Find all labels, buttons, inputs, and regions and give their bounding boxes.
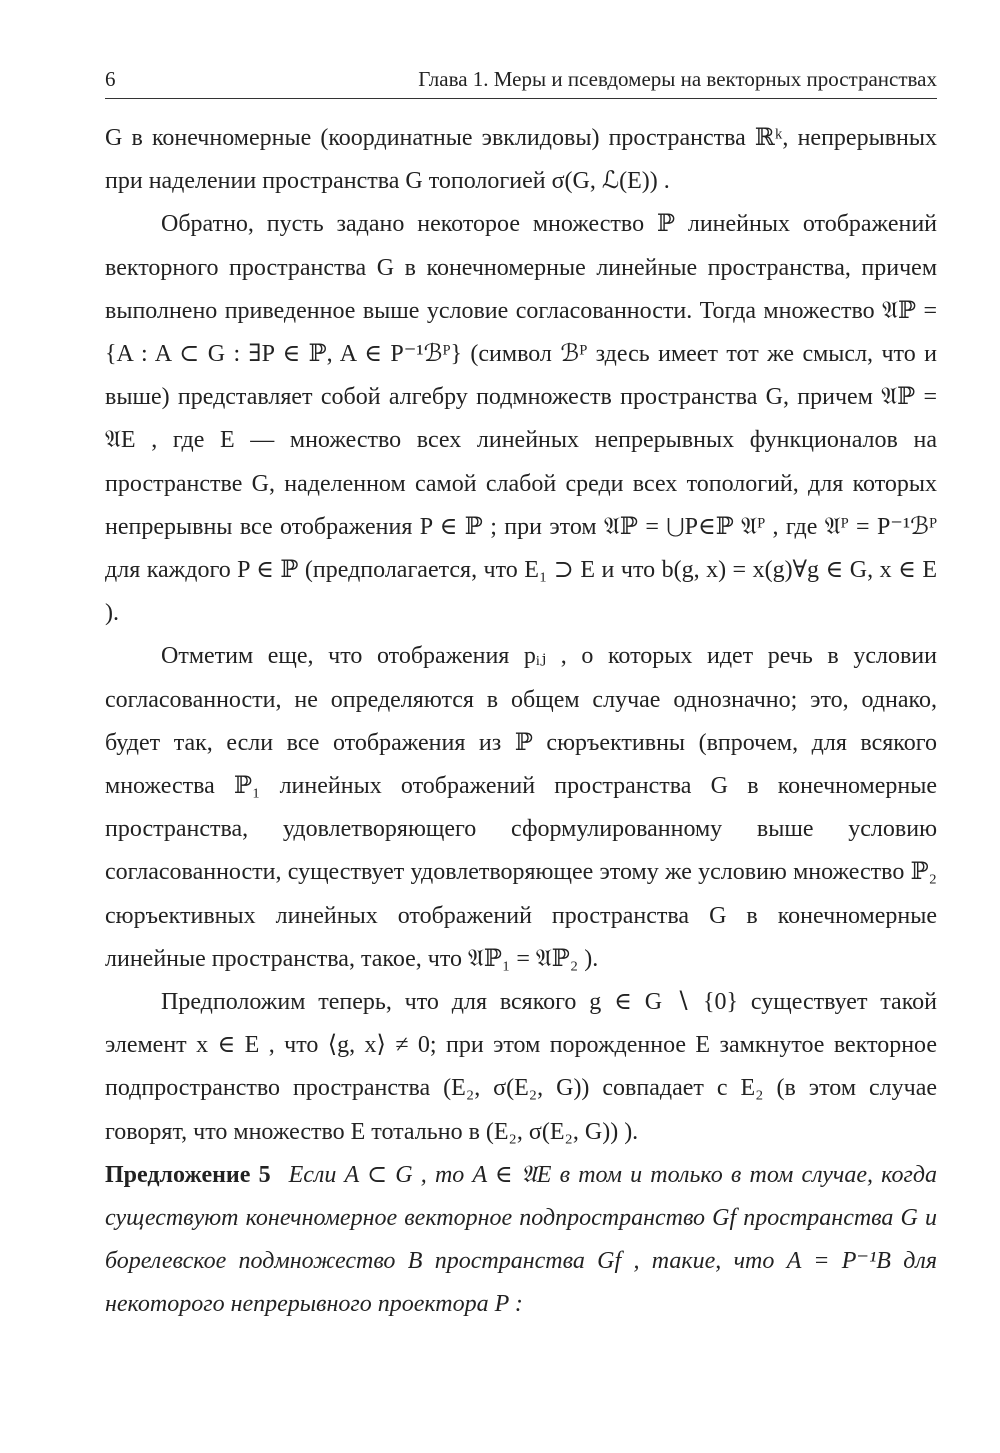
chapter-title: Глава 1. Меры и псевдомеры на векторных пространствах <box>418 67 937 91</box>
page-number: 6 <box>105 67 116 91</box>
page <box>105 62 937 1327</box>
proposition-text: Если A ⊂ G , то A ∈ 𝔄E в том и только в том случае, когда существуют конечномерное векторное подпространство Gf пространства G и борелевское подмножество B пространства Gf , такие, что A = P⁻¹B для некоторого непрерывного проектора P : <box>105 1161 938 1318</box>
paragraph-continuation: G в конечномерные (координатные эвклидовы) пространства ℝᵏ, непрерывных при наделении пространства G топологией σ(G, ℒ(E)) . <box>105 125 937 195</box>
paragraph: Обратно, пусть задано некоторое множество ℙ линейных отображений векторного пространства G в конечномерные линейные пространства, причем выполнено приведенное выше условие согласованности. Тогда множество 𝔄ℙ = {A : A ⊂ G : ∃P ∈ ℙ, A ∈ P⁻¹ℬᴾ} (символ ℬᴾ здесь имеет тот же смысл, что и выше) представляет собой алгебру подмножеств пространства G, причем 𝔄ℙ = 𝔄E , где E — множество всех линейных непрерывных функционалов на пространстве G, наделенном самой слабой среди всех топологий, для которых непрерывны все отображения P ∈ ℙ ; при этом 𝔄ℙ = ⋃P∈ℙ 𝔄ᴾ , где 𝔄ᴾ = P⁻¹ℬᴾ для каждого P ∈ ℙ (предполагается, что E₁ ⊃ E и что b(g, x) = x(g)∀g ∈ G, x ∈ E ). <box>105 211 937 627</box>
body-text <box>105 117 937 1327</box>
paragraph: Предположим теперь, что для всякого g ∈ G ∖ {0} существует такой элемент x ∈ E , что ⟨g, x⟩ ≠ 0; при этом порожденное E замкнутое векторное подпространство пространства (E₂, σ(E₂, G)) совпадает с E₂ (в этом случае говорят, что множество E тотально в (E₂, σ(E₂, G)) ). <box>105 989 937 1145</box>
running-head <box>105 62 937 99</box>
proposition <box>105 1154 937 1327</box>
paragraph: Отметим еще, что отображения pᵢⱼ , о которых идет речь в условии согласованности, не определяются в общем случае однозначно; это, однако, будет так, если все отображения из ℙ сюръективны (впрочем, для всякого множества ℙ₁ линейных отображений пространства G в конечномерные пространства, удовлетворяющего сформулированному выше условию согласованности, существует удовлетворяющее этому же условию множество ℙ₂ сюръективных линейных отображений пространства G в конечномерные линейные пространства, такое, что 𝔄ℙ₁ = 𝔄ℙ₂ ). <box>105 643 937 972</box>
proposition-title: Предложение 5 <box>105 1161 271 1188</box>
